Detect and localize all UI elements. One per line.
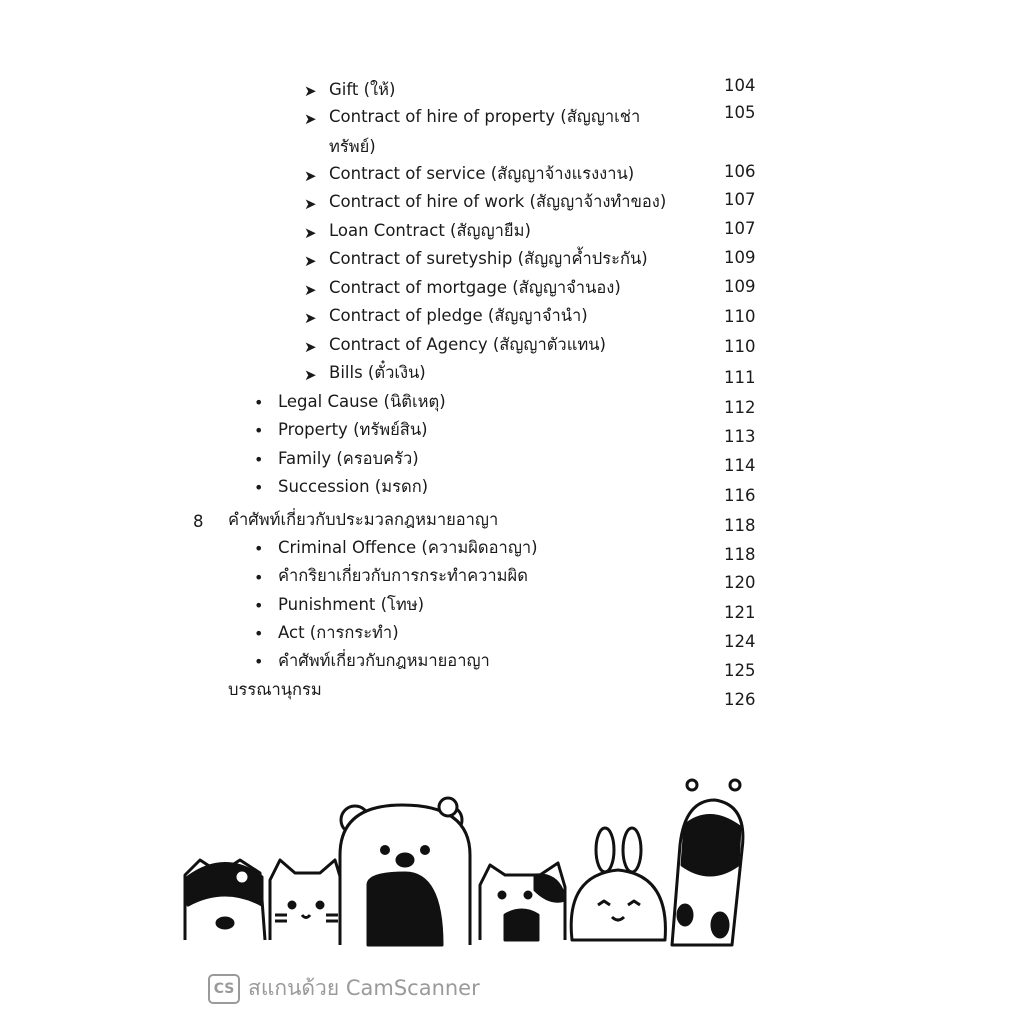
bullet-icon: • [254, 450, 264, 469]
arrow-bullet-icon: ➤ [304, 224, 317, 242]
bullet-icon: • [254, 539, 264, 558]
arrow-bullet-icon: ➤ [304, 309, 317, 327]
cat-illustration [270, 860, 342, 940]
bullet-icon: • [254, 596, 264, 615]
bullet-icon: • [254, 652, 264, 671]
arrow-bullet-icon: ➤ [304, 195, 317, 213]
arrow-bullet-icon: ➤ [304, 366, 317, 384]
cartoon-animals-illustration [180, 765, 770, 950]
fox-illustration [185, 860, 265, 940]
arrow-bullet-icon: ➤ [304, 252, 317, 270]
bullet-icon: • [254, 624, 264, 643]
bullet-icon: • [254, 478, 264, 497]
arrow-bullet-icon: ➤ [304, 110, 317, 128]
rabbit-illustration [571, 828, 665, 940]
arrow-bullet-icon: ➤ [304, 82, 317, 100]
camscanner-watermark: CS สแกนด้วย CamScanner [208, 972, 480, 1005]
bullet-icon: • [254, 393, 264, 412]
bullet-icon: • [254, 568, 264, 587]
arrow-bullet-icon: ➤ [304, 281, 317, 299]
giraffe-illustration [672, 780, 743, 945]
arrow-bullet-icon: ➤ [304, 338, 317, 356]
arrow-bullet-icon: ➤ [304, 167, 317, 185]
bear-illustration [340, 798, 470, 945]
bullet-icon: • [254, 421, 264, 440]
spotted-cat-illustration [480, 863, 565, 940]
camscanner-logo-icon: CS [208, 974, 240, 1004]
